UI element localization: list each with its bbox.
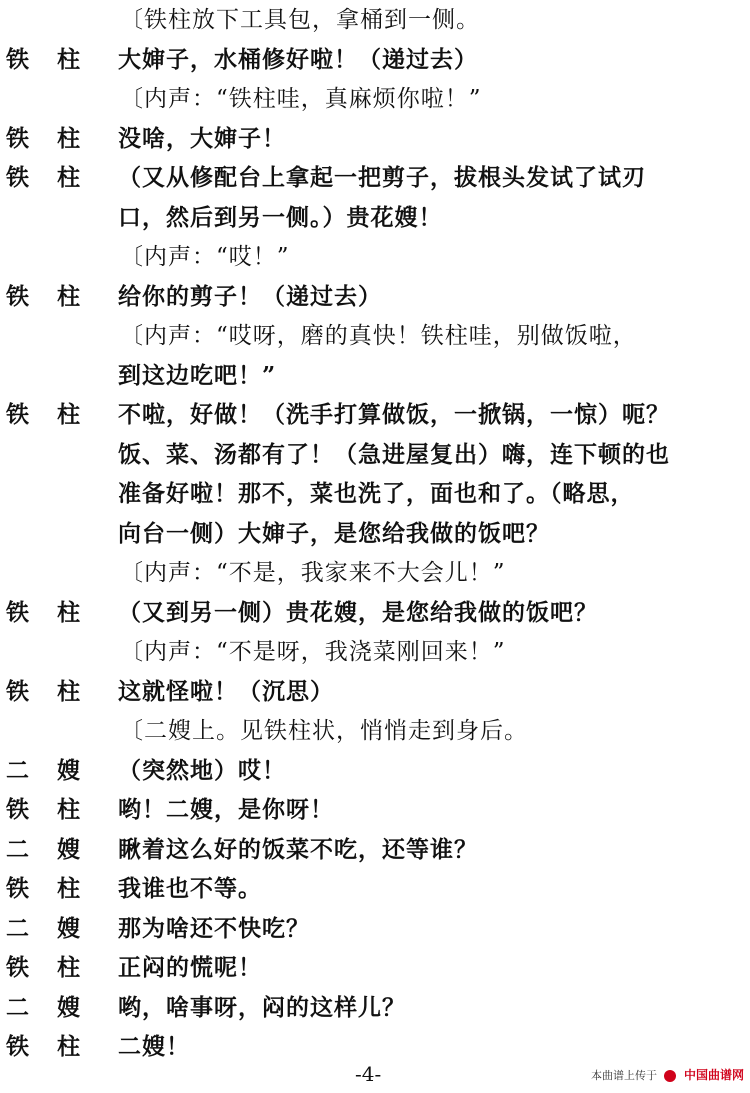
site-logo-icon (664, 1070, 676, 1082)
script-line (0, 119, 750, 159)
dialogue-text: 二嫂！ (118, 1033, 190, 1060)
dialogue-text: 饭、菜、汤都有了！（急进屋复出）嗨，连下顿的也 (118, 440, 670, 468)
dialogue-text: （又到另一侧）贵花嫂，是您给我做的饭吧？ (118, 598, 598, 626)
site-watermark (591, 1066, 744, 1083)
stage-direction: 〔内声：“哎！” (120, 244, 290, 270)
speaker-name: 铁柱 (6, 598, 108, 626)
dialogue-text: 口，然后到另一侧。）贵花嫂！ (118, 203, 443, 231)
script-line (0, 869, 750, 909)
script-line (0, 316, 750, 356)
script-line (0, 711, 750, 751)
stage-direction: 〔铁柱放下工具包，拿桶到一侧。 (120, 7, 480, 33)
speaker-name: 铁柱 (6, 677, 108, 705)
script-line (0, 395, 750, 435)
script-line (0, 553, 750, 593)
watermark-site: 中国曲谱网 (683, 1068, 744, 1082)
script-line (0, 158, 750, 198)
script-line (0, 435, 750, 475)
dialogue-text: （又从修配台上拿起一把剪子，拔根头发试了试刃 (118, 164, 646, 191)
script-line (0, 356, 750, 396)
dialogue-text: 我谁也不等。 (118, 875, 262, 902)
dialogue-text: 到这边吃吧！” (118, 361, 277, 389)
script-line (0, 632, 750, 672)
speaker-name: 铁柱 (6, 796, 108, 823)
stage-direction: 〔内声：“不是，我家来不大会儿！” (120, 560, 506, 586)
script-line (0, 830, 750, 870)
dialogue-text: 准备好啦！那不，菜也洗了，面也和了。（略思， (118, 480, 635, 507)
dialogue-text: 向台一侧）大婶子，是您给我做的饭吧？ (118, 519, 550, 547)
dialogue-text: 哟，啥事呀，闷的这样儿？ (118, 993, 406, 1021)
script-line (0, 988, 750, 1028)
script-line (0, 198, 750, 238)
speaker-name: 二嫂 (6, 993, 108, 1021)
speaker-name: 铁柱 (6, 164, 108, 191)
dialogue-text: 这就怪啦！（沉思） (118, 677, 334, 705)
speaker-name: 铁柱 (6, 401, 108, 428)
speaker-name: 二嫂 (6, 914, 108, 942)
speaker-name: 二嫂 (6, 835, 108, 863)
speaker-name: 铁柱 (6, 45, 108, 73)
script-line (0, 79, 750, 119)
script-line (0, 751, 750, 791)
speaker-name: 铁柱 (6, 282, 108, 310)
watermark-prefix: 本曲谱上传于 (590, 1069, 657, 1082)
speaker-name: 铁柱 (6, 1033, 108, 1060)
dialogue-text: 哟！二嫂，是你呀！ (118, 796, 334, 823)
dialogue-text: 那为啥还不快吃？ (118, 914, 310, 942)
script-line (0, 237, 750, 277)
script-line (0, 474, 750, 514)
script-line (0, 40, 750, 80)
script-line (0, 909, 750, 949)
speaker-name: 二嫂 (6, 756, 108, 784)
stage-direction: 〔内声：“哎呀，磨的真快！铁柱哇，别做饭啦， (120, 323, 637, 349)
stage-direction: 〔二嫂上。见铁柱状，悄悄走到身后。 (120, 718, 528, 744)
script-line (0, 0, 750, 40)
speaker-name: 铁柱 (6, 875, 108, 902)
dialogue-text: 不啦，好做！（洗手打算做饭，一掀锅，一惊）呃？ (118, 401, 670, 428)
script-line (0, 593, 750, 633)
dialogue-text: 没啥，大婶子！ (118, 124, 286, 152)
dialogue-text: 给你的剪子！（递过去） (118, 282, 382, 310)
dialogue-text: 正闷的慌呢！ (118, 954, 262, 981)
script-line (0, 1027, 750, 1067)
speaker-name: 铁柱 (6, 124, 108, 152)
script-line (0, 514, 750, 554)
dialogue-text: 瞅着这么好的饭菜不吃，还等谁？ (118, 835, 478, 863)
stage-direction: 〔内声：“不是呀，我浇菜刚回来！” (120, 639, 506, 665)
script-line (0, 277, 750, 317)
stage-direction: 〔内声：“铁柱哇，真麻烦你啦！” (120, 86, 482, 112)
page-number: -4- (355, 1062, 382, 1086)
dialogue-text: （突然地）哎！ (118, 756, 286, 784)
script-line (0, 672, 750, 712)
script-line (0, 948, 750, 988)
script-line (0, 790, 750, 830)
dialogue-text: 大婶子，水桶修好啦！（递过去） (118, 45, 478, 73)
speaker-name: 铁柱 (6, 954, 108, 981)
